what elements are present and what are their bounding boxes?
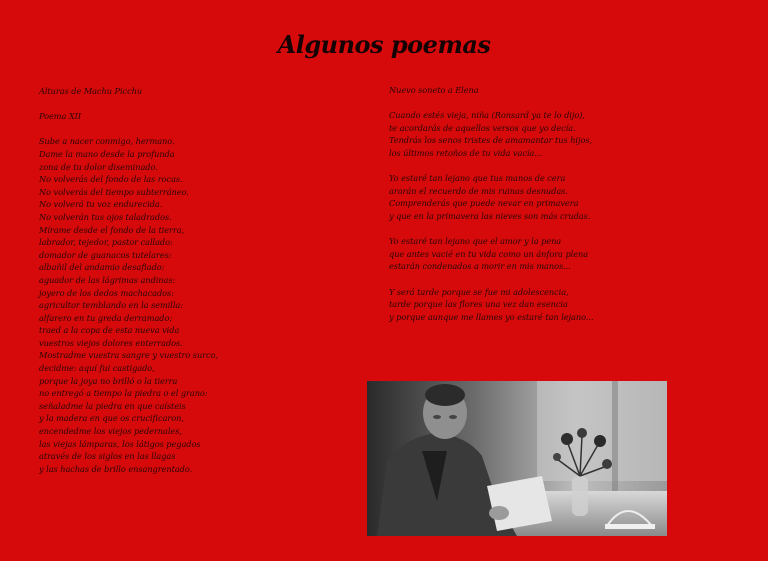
poem-stanza <box>389 286 689 324</box>
poem-alturas-machu-picchu <box>39 85 339 475</box>
poem-line: agricultor temblando en la semilla: <box>39 300 183 311</box>
poem-line: aguador de las lágrimas andinas: <box>39 274 176 285</box>
poem-line: no entregó a tiempo la piedra o el grano: <box>39 388 208 399</box>
poem-body <box>389 109 689 323</box>
poem-line: traed a la copa de esta nueva vida <box>39 325 180 336</box>
poem-line: estarán condenados a morir en mis manos... <box>389 261 571 272</box>
poem-line: joyero de los dedos machacados: <box>39 287 174 298</box>
page-title: Algunos poemas <box>277 30 491 59</box>
poem-stanza <box>389 172 689 222</box>
poem-line: que antes vacié en tu vida como un ánfora plena <box>389 248 589 259</box>
poem-line: alfarero en tu greda derramado: <box>39 312 173 323</box>
poem-line: No volverán tus ojos taladrados. <box>39 211 172 222</box>
poem-subheading: Poema XII <box>39 111 82 122</box>
poem-heading: Alturas de Machu Picchu <box>39 86 143 96</box>
poem-line: y la madera en que os crucificaron, <box>39 413 184 424</box>
poem-line: através de los siglos en las llagas <box>39 451 176 462</box>
poem-line: las viejas lámparas, los látigos pegados <box>39 438 201 449</box>
poem-line: ararán el recuerdo de mis ruinas desnudas. <box>389 185 568 196</box>
poem-line: decidme: aquí fui castigado, <box>39 363 155 374</box>
poem-line: los últimos retoños de tu vida vacía... <box>389 147 542 158</box>
poem-line: tarde porque las flores una vez dan esencia <box>389 299 568 310</box>
poem-line: No volverás del fondo de las rocas. <box>39 174 183 185</box>
poem-line: Cuando estés vieja, niña (Ronsard ya te lo dijo), <box>389 110 585 121</box>
poem-line: vuestros viejos dolores enterrados. <box>39 337 183 348</box>
writer-photo <box>367 381 667 536</box>
poem-line: te acordarás de aquellos versos que yo decía. <box>389 122 576 133</box>
poem-nuevo-soneto-elena <box>389 84 689 323</box>
poem-line: albañil del andamio desafiado: <box>39 262 165 273</box>
poem-line: No volverá tu voz endurecida. <box>39 199 163 210</box>
poem-line: y las hachas de brillo ensangrentado. <box>39 463 193 474</box>
poem-stanza <box>389 235 689 273</box>
poem-line: Mírame desde el fondo de la tierra, <box>39 224 185 235</box>
photo-illustration <box>367 381 667 536</box>
poem-body <box>39 135 339 475</box>
poem-line: No volverás del tiempo subterráneo. <box>39 186 189 197</box>
poem-line: y que en la primavera las nieves son más crudas. <box>389 210 591 221</box>
poem-line: Sube a nacer conmigo, hermano. <box>39 136 175 147</box>
poem-heading: Nuevo soneto a Elena <box>389 85 479 95</box>
poem-line: Y será tarde porque se fue mi adolescencia, <box>389 286 569 297</box>
poem-line: Yo estaré tan lejano que el amor y la pena <box>389 236 562 247</box>
poem-line: Tendrás los senos tristes de amamantar tus hijos, <box>389 135 593 146</box>
poem-line: Mostradme vuestra sangre y vuestro surco, <box>39 350 219 361</box>
poem-line: Comprenderás que puede nevar en primavera <box>389 198 579 209</box>
poem-line: domador de guanacos tutelares: <box>39 249 172 260</box>
poem-line: encendedme los viejos pedernales, <box>39 426 182 437</box>
poem-line: porque la joya no brilló o la tierra <box>39 375 178 386</box>
poem-line: y porque aunque me llames yo estaré tan lejano... <box>389 311 594 322</box>
poem-stanza <box>389 109 689 159</box>
poem-line: Dame la mano desde la profunda <box>39 148 175 159</box>
poem-line: labrador, tejedor, pastor callado: <box>39 237 173 248</box>
poem-line: Yo estaré tan lejano que tus manos de cera <box>389 173 566 184</box>
poem-line: zona de tu dolor diseminado. <box>39 161 158 172</box>
poem-line: señaladme la piedra en que caísteis <box>39 400 186 411</box>
